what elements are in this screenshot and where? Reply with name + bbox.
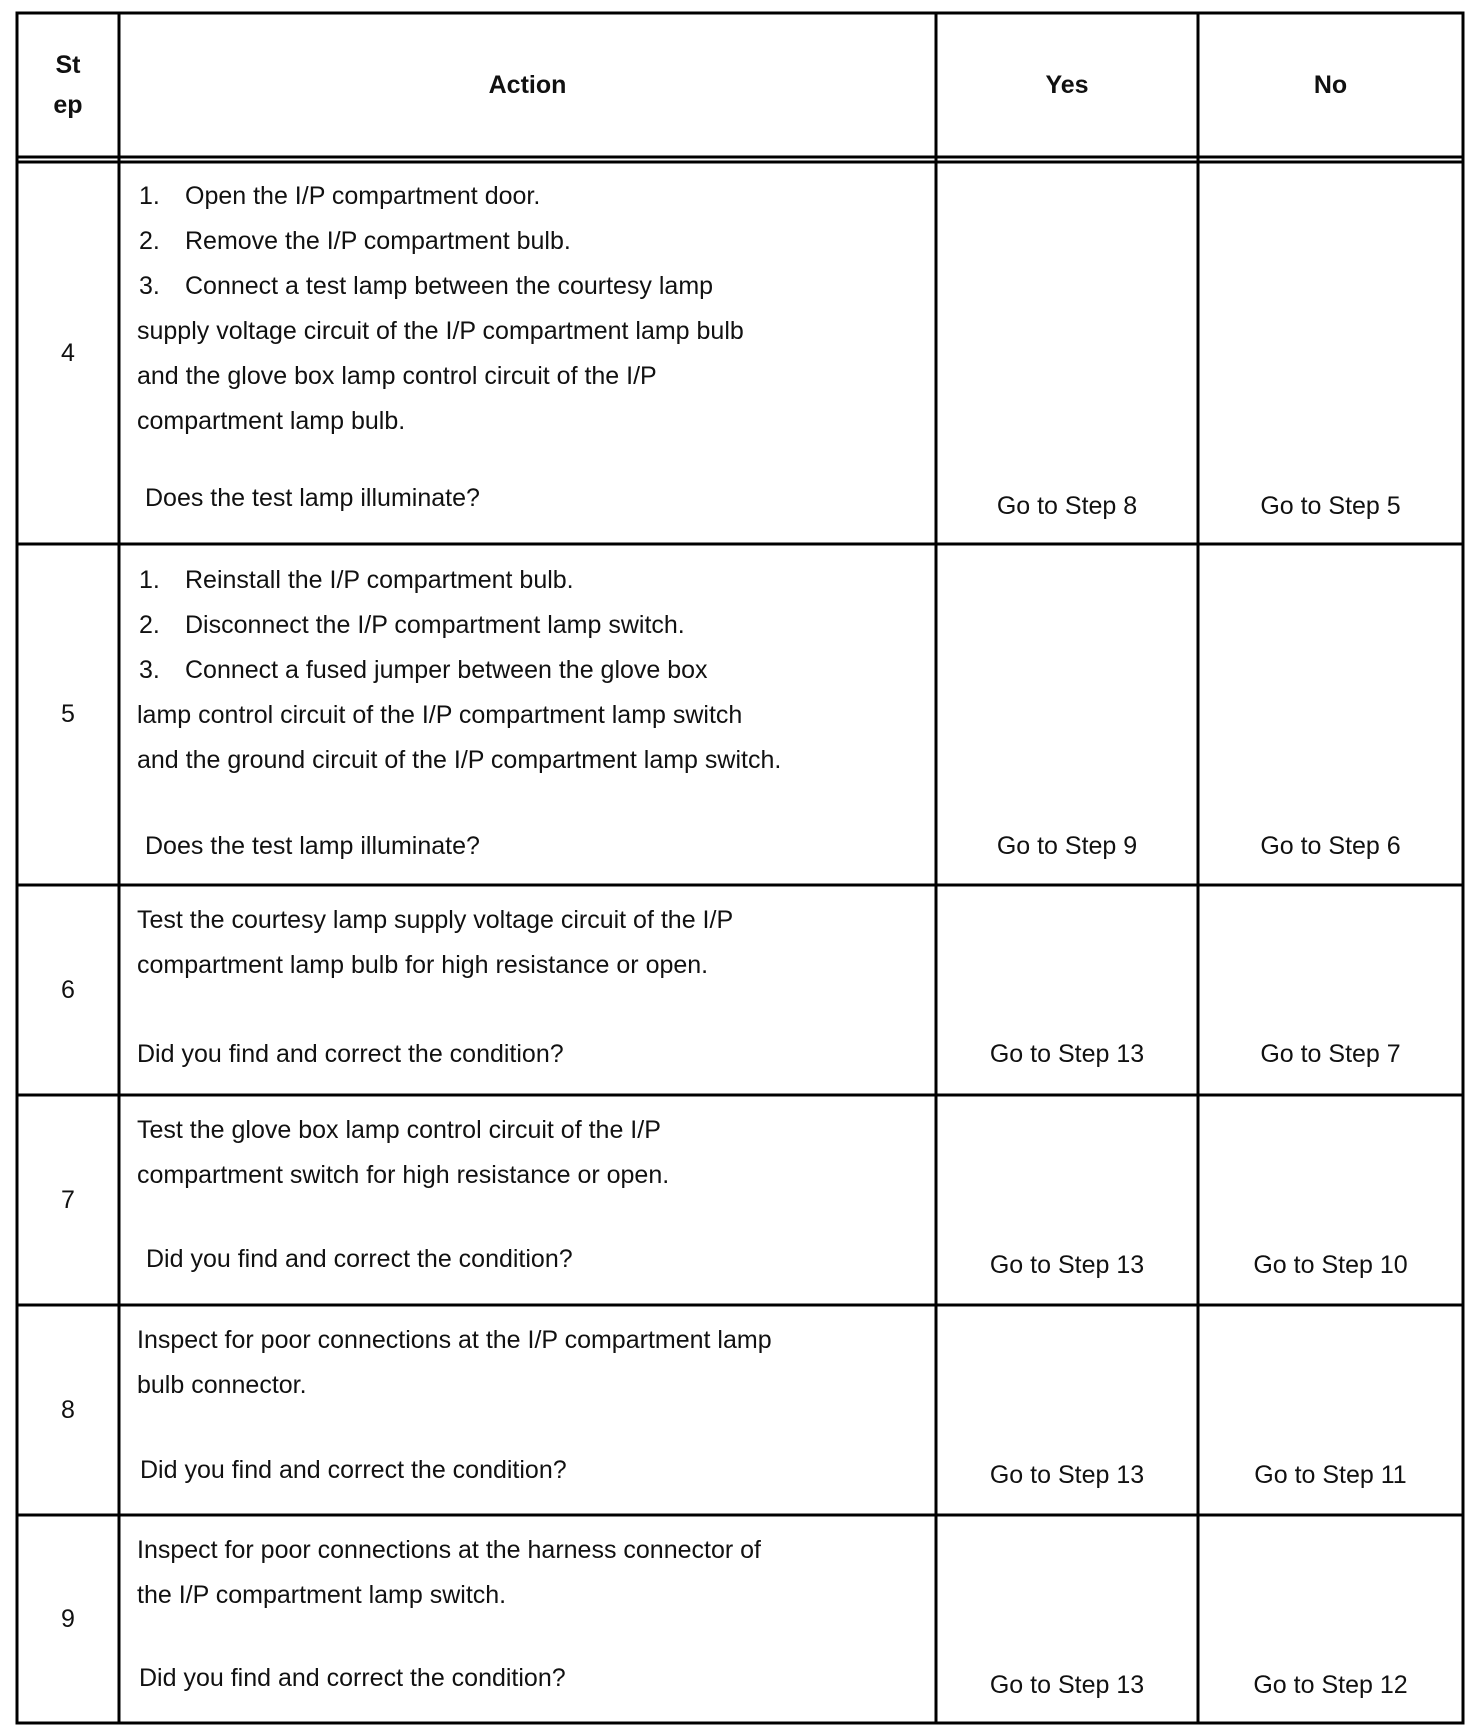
action-question: Did you find and correct the condition? xyxy=(140,1456,567,1484)
yes-outcome: Go to Step 13 xyxy=(989,1040,1145,1068)
list-item: 1. Reinstall the I/P compartment bulb. xyxy=(139,566,574,594)
action-question: Did you find and correct the condition? xyxy=(146,1245,573,1273)
action-question: Did you find and correct the condition? xyxy=(139,1664,566,1692)
action-cell xyxy=(119,1318,936,1515)
action-question: Does the test lamp illuminate? xyxy=(145,832,480,860)
action-text: the I/P compartment lamp switch. xyxy=(137,1581,507,1609)
action-text: lamp control circuit of the I/P compartment lamp switch xyxy=(137,701,743,729)
action-text: Inspect for poor connections at the I/P compartment lamp xyxy=(137,1326,772,1354)
step-number: 6 xyxy=(61,975,75,1004)
no-outcome: Go to Step 6 xyxy=(1260,832,1401,860)
yes-outcome: Go to Step 8 xyxy=(996,492,1138,520)
action-question: Does the test lamp illuminate? xyxy=(145,484,480,512)
no-outcome: Go to Step 5 xyxy=(1260,492,1401,520)
list-item: 3. Connect a fused jumper between the glove box xyxy=(139,656,708,684)
action-cell xyxy=(119,898,936,1095)
action-text: compartment lamp bulb. xyxy=(137,407,406,435)
list-item: 3. Connect a test lamp between the courtesy lamp xyxy=(139,272,714,300)
action-text: compartment lamp bulb for high resistance or open. xyxy=(137,951,709,979)
list-item: 1. Open the I/P compartment door. xyxy=(139,182,541,210)
action-text: supply voltage circuit of the I/P compartment lamp bulb xyxy=(137,317,744,345)
step-number: 5 xyxy=(61,700,75,728)
action-cell xyxy=(119,174,936,544)
header-yes: Yes xyxy=(1045,71,1089,99)
header-no: No xyxy=(1313,71,1348,99)
step-number: 4 xyxy=(61,338,75,367)
action-cell xyxy=(119,1528,936,1723)
action-cell xyxy=(119,1108,936,1305)
yes-outcome: Go to Step 9 xyxy=(996,832,1138,860)
no-outcome: Go to Step 12 xyxy=(1253,1671,1408,1699)
action-text: and the ground circuit of the I/P compartment lamp switch. xyxy=(137,746,782,774)
yes-outcome: Go to Step 13 xyxy=(989,1251,1145,1279)
step-number: 7 xyxy=(61,1185,75,1214)
header-step-line1: St xyxy=(55,51,81,79)
header-step xyxy=(17,13,119,157)
action-text: compartment switch for high resistance or open. xyxy=(137,1161,670,1189)
no-outcome: Go to Step 10 xyxy=(1253,1251,1408,1279)
action-text: and the glove box lamp control circuit of the I/P xyxy=(137,362,657,390)
yes-outcome: Go to Step 13 xyxy=(989,1461,1145,1489)
action-text: Inspect for poor connections at the harness connector of xyxy=(137,1536,761,1564)
action-cell xyxy=(119,558,936,885)
step-number: 9 xyxy=(61,1604,75,1633)
list-item: 2. Disconnect the I/P compartment lamp switch. xyxy=(139,611,685,639)
action-text: Test the glove box lamp control circuit of the I/P xyxy=(137,1116,661,1144)
no-outcome: Go to Step 7 xyxy=(1260,1040,1401,1068)
yes-outcome: Go to Step 13 xyxy=(989,1671,1145,1699)
action-question: Did you find and correct the condition? xyxy=(137,1040,564,1068)
header-step-line2: ep xyxy=(53,91,83,119)
header-action: Action xyxy=(488,71,567,99)
step-number: 8 xyxy=(61,1395,75,1424)
action-text: bulb connector. xyxy=(137,1371,307,1399)
list-item: 2. Remove the I/P compartment bulb. xyxy=(139,227,571,255)
action-text: Test the courtesy lamp supply voltage circuit of the I/P xyxy=(137,906,734,934)
no-outcome: Go to Step 11 xyxy=(1254,1461,1407,1489)
